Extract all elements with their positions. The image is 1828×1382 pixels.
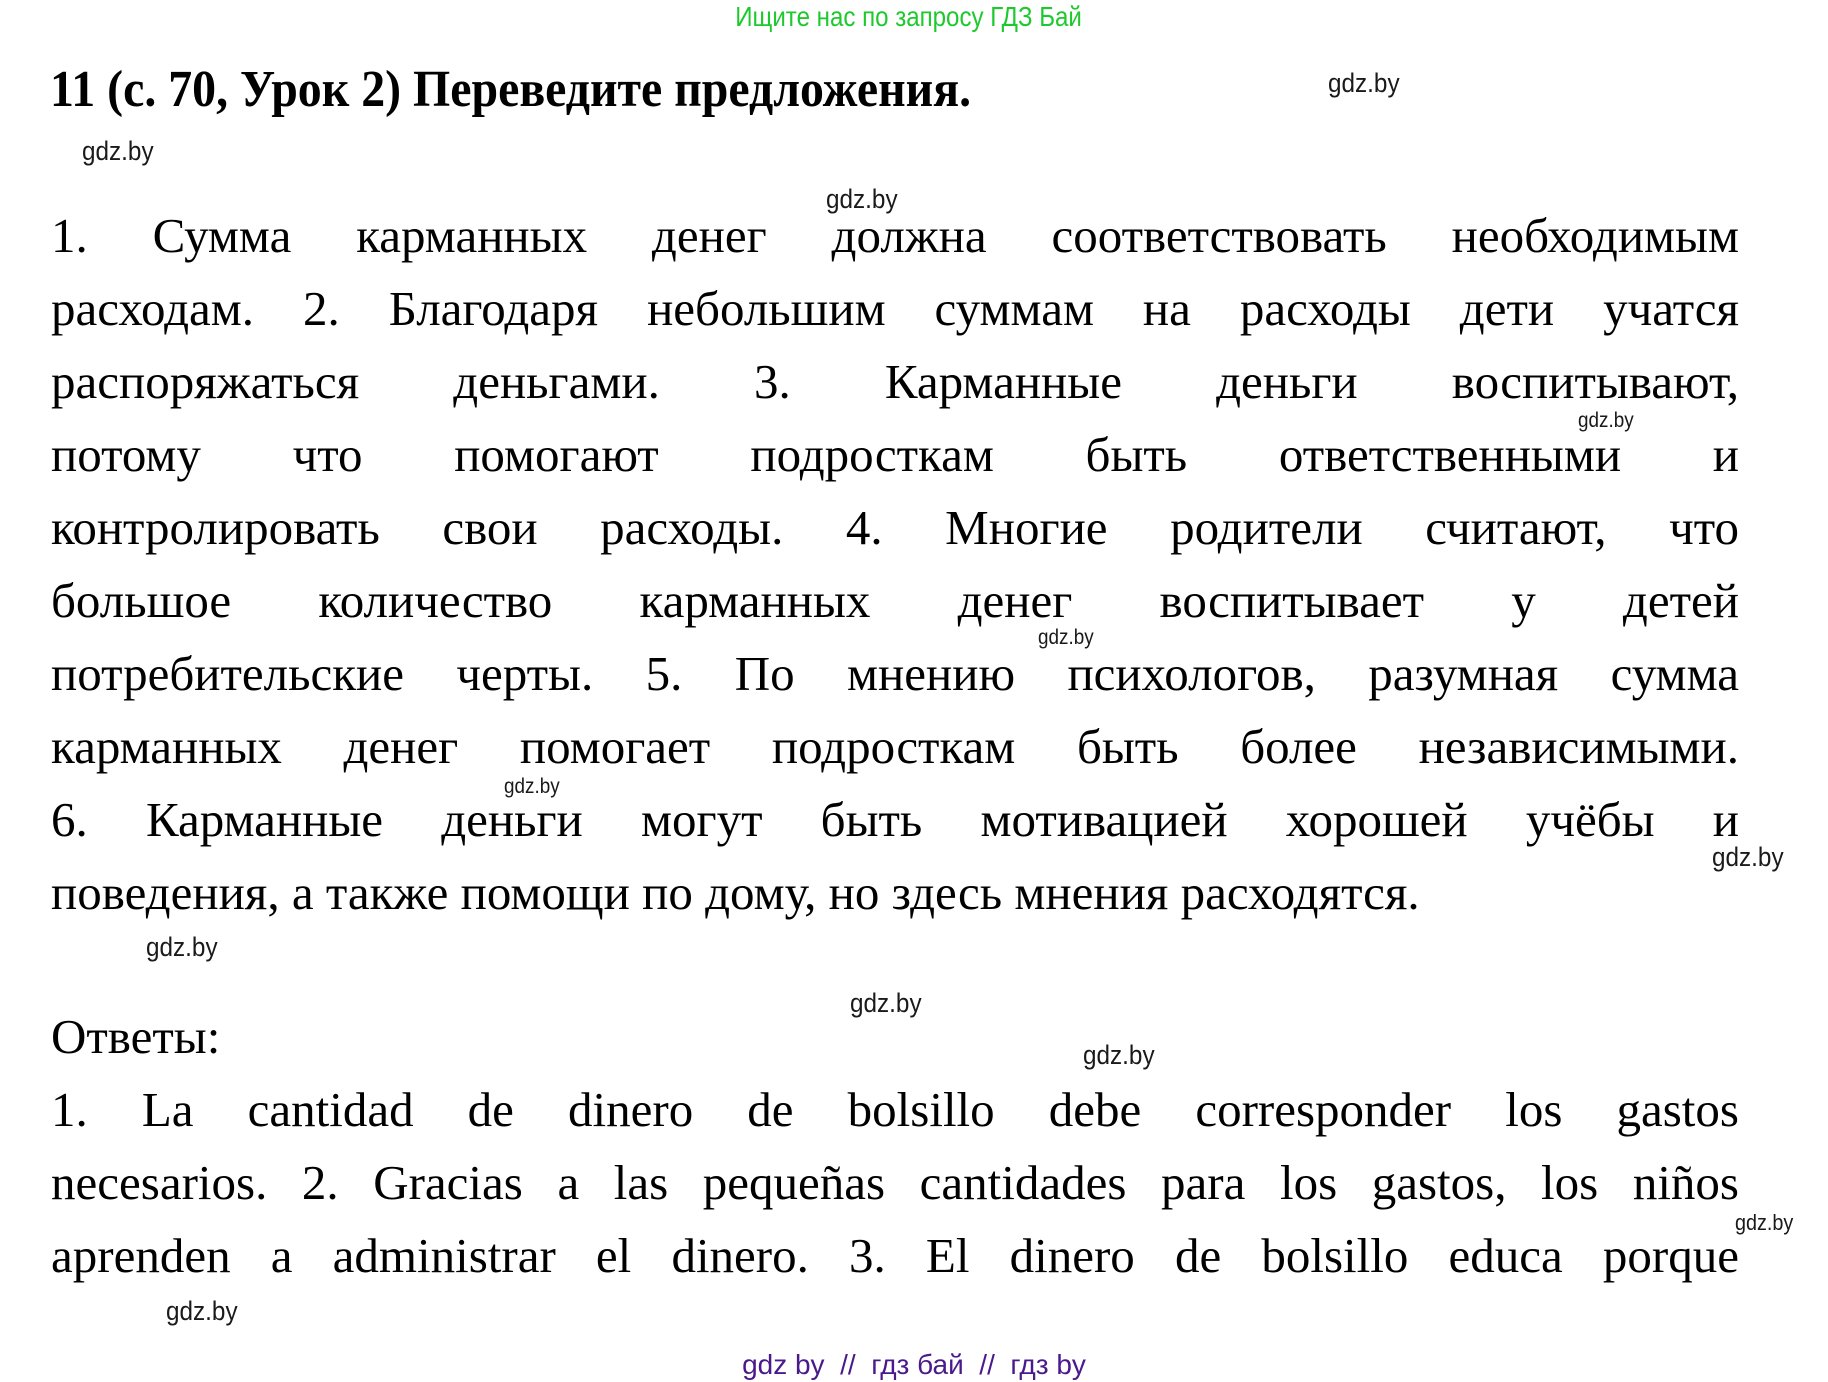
- watermark: gdz.by: [166, 1296, 238, 1326]
- task-line: карманных денег помогает подросткам быть более независимыми.: [51, 719, 1739, 774]
- answers-text: [51, 1073, 1739, 1292]
- watermark: gdz.by: [1083, 1040, 1155, 1070]
- watermark: gdz.by: [146, 932, 218, 962]
- task-line: 6. Карманные деньги могут быть мотивацией хорошей учёбы и: [51, 792, 1739, 847]
- watermark: gdz.by: [1328, 68, 1400, 98]
- watermark: gdz.by: [826, 184, 898, 214]
- watermark: gdz.by: [82, 136, 154, 166]
- watermark: gdz.by: [1735, 1210, 1794, 1235]
- answer-line: aprenden a administrar el dinero. 3. El dinero de bolsillo educa porque: [51, 1228, 1739, 1283]
- answer-line: necesarios. 2. Gracias a las pequeñas cantidades para los gastos, los niños: [51, 1155, 1739, 1210]
- task-line: потому что помогают подросткам быть ответственными и: [51, 427, 1739, 482]
- footer-links: gdz by // гдз бай // гдз by: [742, 1349, 1086, 1380]
- task-text: [51, 199, 1739, 929]
- answers-label: Ответы:: [51, 1009, 221, 1064]
- task-line: расходам. 2. Благодаря небольшим суммам на расходы дети учатся: [51, 281, 1739, 336]
- search-banner: Ищите нас по запросу ГДЗ Бай: [735, 1, 1082, 32]
- exercise-heading: 11 (с. 70, Урок 2) Переведите предложения.: [50, 61, 972, 118]
- task-line: контролировать свои расходы. 4. Многие родители считают, что: [51, 500, 1739, 555]
- watermark: gdz.by: [1712, 842, 1784, 872]
- watermark: gdz.by: [504, 775, 560, 798]
- watermark: gdz.by: [1578, 409, 1634, 432]
- task-line: 1. Сумма карманных денег должна соответствовать необходимым: [51, 208, 1739, 263]
- task-line: распоряжаться деньгами. 3. Карманные деньги воспитывают,: [51, 354, 1739, 409]
- task-line: поведения, а также помощи по дому, но здесь мнения расходятся.: [51, 865, 1420, 920]
- task-line: большое количество карманных денег воспитывает у детей: [51, 573, 1739, 628]
- answer-line: 1. La cantidad de dinero de bolsillo debe corresponder los gastos: [51, 1082, 1739, 1137]
- watermark: gdz.by: [1038, 626, 1094, 649]
- watermark: gdz.by: [850, 988, 922, 1018]
- task-line: потребительские черты. 5. По мнению психологов, разумная сумма: [51, 646, 1739, 701]
